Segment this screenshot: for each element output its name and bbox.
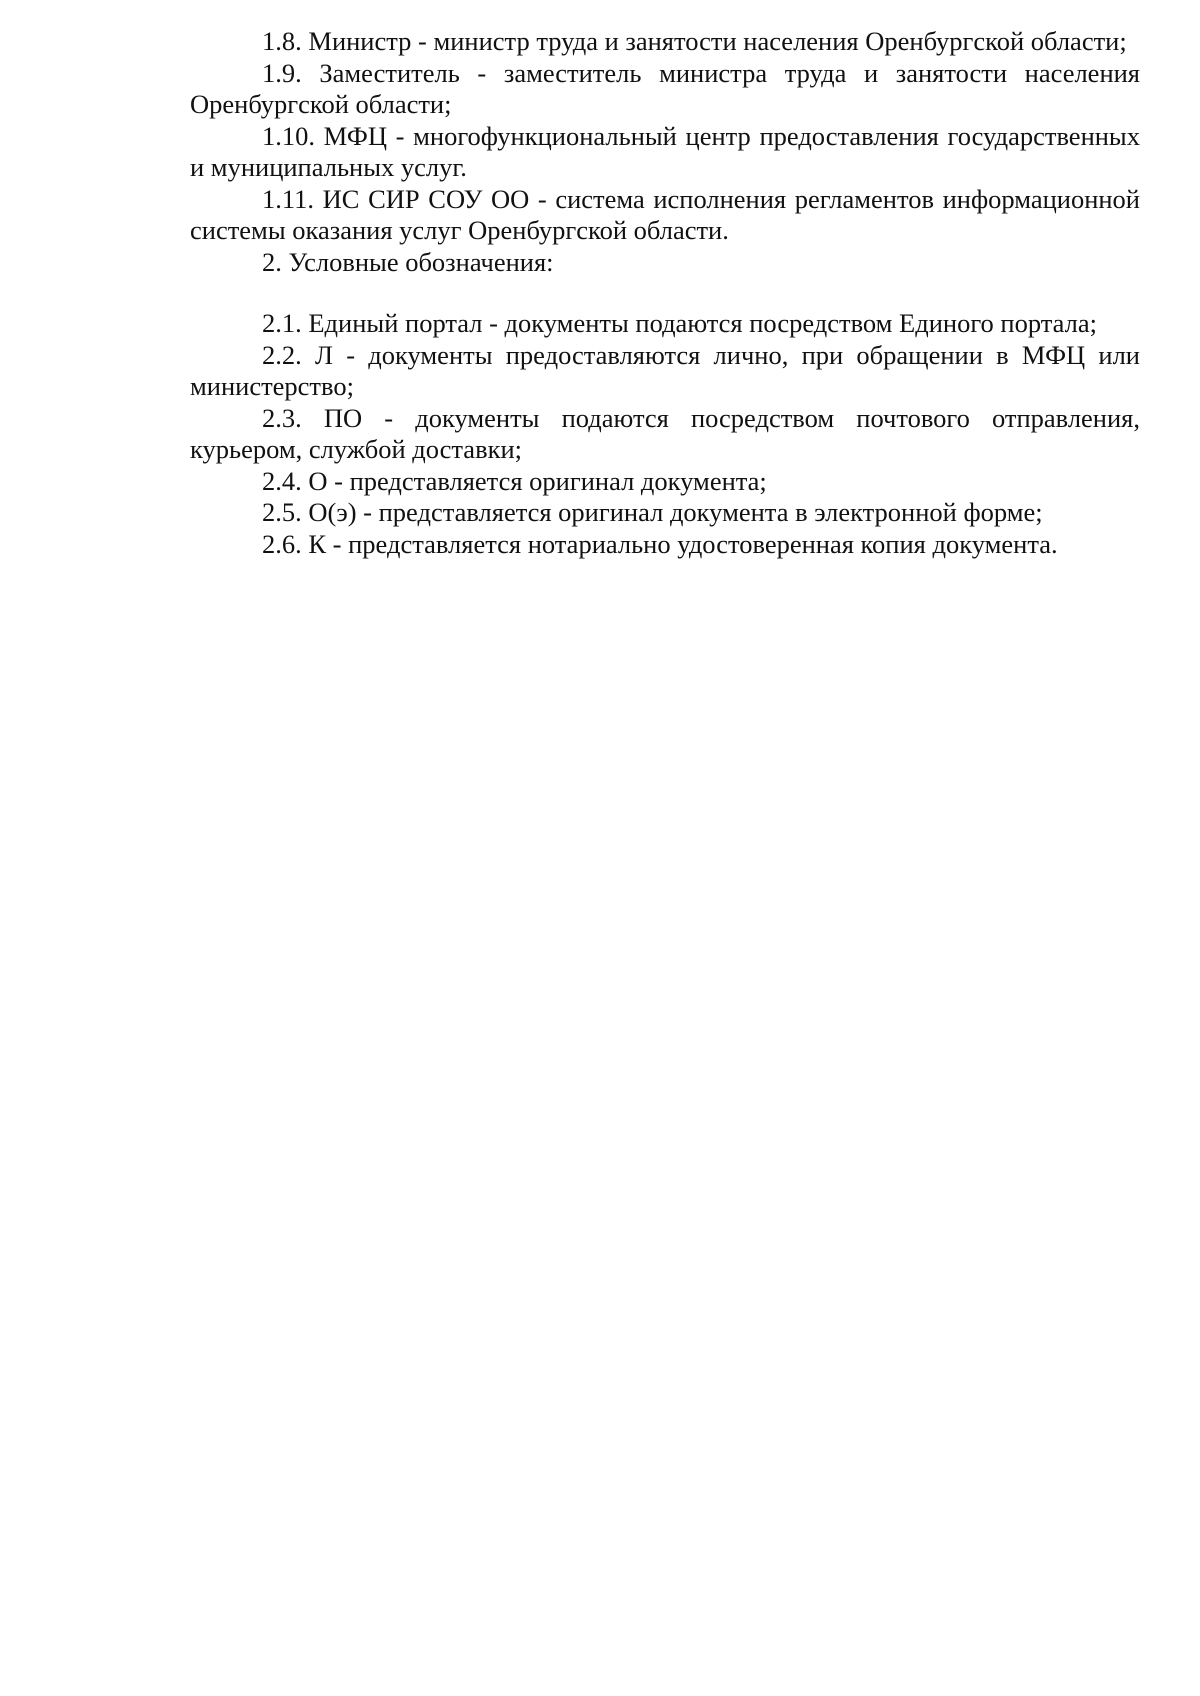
legend-item: 2.1. Единый портал - документы подаются посредством Единого портала; [262,308,1098,338]
document-body [190,26,1140,560]
definition-item: 1.11. ИС СИР СОУ ОО - система исполнения регламентов информационной системы оказания услуг Оренбургской области. [190,183,1140,245]
legend-item: 2.3. ПО - документы подаются посредством почтового отправления, курьером, службой доставки; [190,402,1140,464]
definition-item: 1.8. Министр - министр труда и занятости населения Оренбургской области; [262,26,1127,56]
definition-item: 1.9. Заместитель - заместитель министра труда и занятости населения Оренбургской области; [190,57,1140,119]
section-heading: 2. Условные обозначения: [262,246,554,277]
legend-list [190,308,1140,560]
legend-item: 2.5. О(э) - представляется оригинал документа в электронной форме; [262,497,1043,527]
legend-item: 2.2. Л - документы предоставляются лично, при обращении в МФЦ или министерство; [190,339,1140,401]
legend-item: 2.4. О - представляется оригинал документа; [262,465,767,496]
legend-item: 2.6. К - представляется нотариально удостоверенная копия документа. [262,528,1058,559]
definition-item: 1.10. МФЦ - многофункциональный центр предоставления государственных и муниципальных услуг. [190,120,1140,182]
